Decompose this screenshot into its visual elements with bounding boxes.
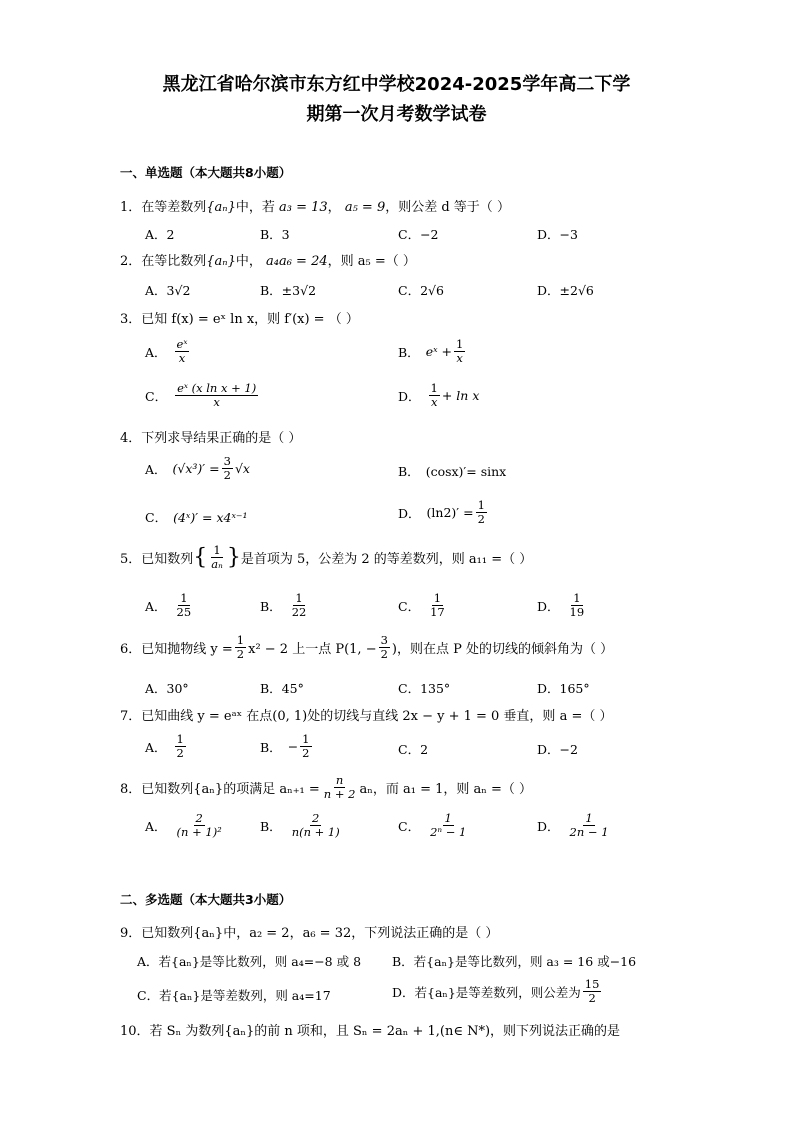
q5-b-fraction — [290, 592, 309, 619]
q8-b-num: 2 — [312, 811, 320, 825]
q4-c-text: (4ˣ)′ = x4ˣ⁻¹ — [173, 509, 248, 525]
q4-a-num: 3 — [223, 454, 231, 468]
q3-b-fraction — [454, 338, 465, 365]
q2-option-b[interactable]: B．±3√2 — [260, 283, 317, 298]
q7-a-fraction — [175, 733, 186, 760]
q7-a-label: A． — [145, 739, 167, 755]
question-9: 9．已知数列{aₙ}中，a₂ = 2，a₆ = 32，下列说法正确的是（ ） — [120, 926, 499, 941]
q5-label: 5．已知数列 — [120, 552, 194, 568]
q5-b-label: B． — [260, 598, 282, 614]
q1-cond2: a₅ = 9 — [344, 200, 386, 215]
q5-brace-open: { — [193, 544, 208, 570]
question-4: 4．下列求导结果正确的是（ ） — [120, 431, 302, 446]
q3-b-den: x — [456, 351, 463, 366]
q4-c-label: C． — [145, 510, 168, 525]
q8-d-fraction — [568, 812, 611, 839]
q4-b-text: (cosx)′= sinx — [425, 463, 507, 479]
q3-option-b[interactable] — [398, 338, 467, 365]
q4-d-fraction — [476, 499, 487, 526]
q3-d-num: 1 — [430, 381, 438, 395]
q5-a-num: 1 — [180, 591, 188, 605]
q8-d-num: 1 — [585, 811, 593, 825]
q6-option-b[interactable]: B．45° — [260, 681, 304, 696]
q7-a-den: 2 — [176, 746, 184, 761]
q1-option-b[interactable]: B．3 — [260, 227, 290, 242]
q8-c-label: C． — [398, 818, 421, 834]
q4-d-num: 1 — [477, 498, 485, 512]
q4-a-den: 2 — [223, 468, 231, 483]
q8-den: n + 2 — [323, 787, 356, 802]
q6-d2: 2 — [380, 647, 388, 662]
q1-option-c[interactable]: C．−2 — [398, 227, 439, 242]
q8-option-d[interactable] — [537, 812, 613, 839]
q7-b-pre: − — [287, 739, 299, 755]
q2-option-d[interactable]: D．±2√6 — [537, 283, 594, 298]
q5-option-a[interactable] — [145, 592, 195, 619]
q6-option-a[interactable]: A．30° — [145, 681, 189, 696]
q1-sep: ， — [327, 200, 341, 215]
q8-c-fraction — [428, 812, 468, 839]
q5-d-den: 19 — [569, 605, 585, 620]
page-title-line2: 期第一次月考数学试卷 — [306, 104, 487, 125]
q6-n1: 1 — [236, 633, 245, 647]
q3-a-fraction — [175, 338, 190, 365]
q8-c-num: 1 — [444, 811, 452, 825]
q7-option-c[interactable]: C．2 — [398, 742, 429, 757]
q4-option-a[interactable] — [145, 455, 250, 482]
q9-option-d[interactable] — [392, 978, 603, 1005]
q5-b-num: 1 — [295, 591, 303, 605]
q8-option-b[interactable] — [260, 812, 344, 839]
q5-option-c[interactable] — [398, 592, 449, 619]
q4-d-den: 2 — [477, 512, 485, 527]
q5-a-den: 25 — [176, 605, 192, 620]
q7-b-den: 2 — [302, 746, 310, 761]
q8-d-label: D． — [537, 818, 560, 834]
q7-option-a[interactable] — [145, 733, 188, 760]
q8-a-fraction — [175, 812, 224, 839]
q1-tail: ，则公差 d 等于（ ） — [385, 200, 510, 215]
q4-option-b[interactable] — [398, 462, 506, 480]
q5-den: aₙ — [211, 557, 223, 572]
q4-option-c[interactable] — [145, 508, 248, 526]
q8-b-den: n(n + 1) — [291, 825, 340, 840]
question-8 — [120, 774, 532, 801]
q9-d-den: 2 — [588, 991, 596, 1006]
q2-seq: {aₙ} — [206, 254, 236, 269]
q8-num: n — [335, 773, 344, 787]
q5-a-fraction — [175, 592, 194, 619]
q2-option-a[interactable]: A．3√2 — [145, 283, 191, 298]
q5-d-fraction — [568, 592, 587, 619]
q2-tail: ，则 a₅ =（ ） — [327, 254, 416, 269]
q2-label: 2．在等比数列 — [120, 254, 207, 269]
q3-d-den: x — [430, 395, 438, 410]
q5-option-b[interactable] — [260, 592, 310, 619]
q4-a-pre: (√x³)′ = — [172, 461, 220, 477]
question-3: 3．已知 f(x) = eˣ ln x，则 f′(x) = （ ） — [120, 312, 359, 327]
q1-seq: {aₙ} — [206, 200, 236, 215]
q8-b-fraction — [290, 812, 342, 839]
q5-d-label: D． — [537, 598, 560, 614]
question-5 — [120, 544, 532, 571]
q7-option-d[interactable]: D．−2 — [537, 742, 578, 757]
q4-a-post: √x — [234, 461, 250, 477]
section-heading-multiple-choice: 二、多选题（本大题共3小题） — [120, 892, 292, 907]
q2-option-c[interactable]: C．2√6 — [398, 283, 444, 298]
q4-a-label: A． — [145, 461, 167, 477]
q5-num: 1 — [213, 543, 221, 557]
q3-b-label: B． — [398, 344, 420, 360]
q6-frac2 — [379, 634, 390, 661]
q4-b-label: B． — [398, 464, 420, 479]
q1-option-a[interactable]: A．2 — [145, 227, 175, 242]
q8-label: 8．已知数列{aₙ}的项满足 aₙ₊₁ = — [120, 782, 320, 798]
question-6 — [120, 634, 613, 661]
q5-brace-close: } — [226, 544, 241, 570]
q6-n2: 3 — [380, 633, 388, 647]
q7-b-num: 1 — [302, 732, 310, 746]
q3-option-d[interactable] — [398, 382, 479, 409]
q2-cond: a₄a₆ = 24 — [266, 254, 328, 269]
q9-option-a[interactable]: A．若{aₙ}是等比数列，则 a₄=−8 或 8 — [137, 954, 362, 969]
q5-fraction — [209, 544, 225, 571]
q3-b-pre: eˣ + — [425, 344, 452, 360]
q8-a-den: (n + 1)² — [176, 825, 222, 840]
q9-d-text: D．若{aₙ}是等差数列，则公差为 — [392, 984, 581, 1000]
question-10: 10．若 Sₙ 为数列{aₙ}的前 n 项和，且 Sₙ = 2aₙ + 1,(n∈ N*)，则下列说法正确的是 — [120, 1024, 621, 1039]
q5-tail: 是首项为 5，公差为 2 的等差数列，则 a₁₁ =（ ） — [240, 552, 533, 568]
q2-mid: 中， — [235, 254, 262, 269]
q8-tail: aₙ，而 a₁ = 1，则 aₙ =（ ） — [359, 782, 533, 798]
q6-frac1 — [235, 634, 246, 661]
q5-c-label: C． — [398, 598, 421, 614]
q6-label: 6．已知抛物线 y = — [120, 642, 233, 658]
q5-a-label: A． — [145, 598, 167, 614]
q7-a-num: 1 — [176, 732, 184, 746]
q1-cond1: a₃ = 13 — [279, 200, 328, 215]
q7-option-b[interactable] — [260, 733, 314, 760]
q3-option-a[interactable] — [145, 338, 191, 365]
q4-d-pre: (ln2)′ = — [426, 505, 474, 521]
q3-d-post: + ln x — [441, 388, 480, 404]
question-2 — [120, 250, 416, 269]
q9-d-fraction — [583, 978, 602, 1005]
q4-d-label: D． — [398, 505, 421, 521]
q1-option-d[interactable]: D．−3 — [537, 227, 578, 242]
q9-option-b[interactable]: B．若{aₙ}是等比数列，则 a₃ = 16 或−16 — [392, 954, 637, 969]
q9-option-c[interactable]: C．若{aₙ}是等差数列，则 a₄=17 — [137, 988, 331, 1003]
q6-mid: x² − 2 上一点 P(1, − — [248, 642, 377, 658]
q8-b-label: B． — [260, 818, 282, 834]
q9-d-num: 15 — [584, 977, 600, 991]
q8-d-den: 2n − 1 — [569, 825, 609, 840]
q5-d-num: 1 — [573, 591, 581, 605]
q3-d-label: D． — [398, 388, 421, 404]
q5-c-fraction — [428, 592, 447, 619]
q4-option-d[interactable] — [398, 499, 489, 526]
q3-c-label: C． — [145, 388, 168, 404]
page-title-line1: 黑龙江省哈尔滨市东方红中学校2024-2025学年高二下学 — [162, 74, 631, 95]
section-heading-single-choice: 一、单选题（本大题共8小题） — [120, 165, 292, 180]
q7-b-label: B． — [260, 739, 282, 755]
q1-mid: 中，若 — [235, 200, 275, 215]
q3-c-den: x — [213, 395, 220, 410]
q3-c-num: eˣ (x ln x + 1) — [177, 381, 257, 395]
q3-a-num: eˣ — [176, 337, 188, 351]
q5-option-d[interactable] — [537, 592, 588, 619]
q3-option-c[interactable] — [145, 382, 260, 409]
q6-tail: )，则在点 P 处的切线的倾斜角为（ ） — [391, 642, 614, 658]
q8-option-c[interactable] — [398, 812, 470, 839]
q3-a-den: x — [178, 351, 186, 366]
q6-option-d[interactable]: D．165° — [537, 681, 590, 696]
q8-fraction — [322, 774, 358, 801]
q3-b-num: 1 — [455, 337, 464, 351]
q8-c-den: 2ⁿ − 1 — [430, 825, 467, 840]
q1-label: 1．在等差数列 — [120, 200, 207, 215]
q7-b-fraction — [300, 733, 311, 760]
q4-a-fraction — [222, 455, 233, 482]
q6-option-c[interactable]: C．135° — [398, 681, 451, 696]
q5-b-den: 22 — [291, 605, 307, 620]
question-7: 7．已知曲线 y = eᵃˣ 在点(0, 1)处的切线与直线 2x − y + 1 = 0 垂直，则 a =（ ） — [120, 709, 613, 724]
q3-a-label: A． — [145, 344, 167, 360]
q3-d-fraction — [429, 382, 440, 409]
question-1 — [120, 196, 510, 215]
q8-option-a[interactable] — [145, 812, 226, 839]
q6-d1: 2 — [236, 647, 245, 662]
q8-a-label: A． — [145, 818, 167, 834]
q3-c-fraction — [175, 382, 258, 409]
q5-c-num: 1 — [433, 591, 442, 605]
q5-c-den: 17 — [430, 605, 445, 620]
q8-a-num: 2 — [195, 811, 203, 825]
